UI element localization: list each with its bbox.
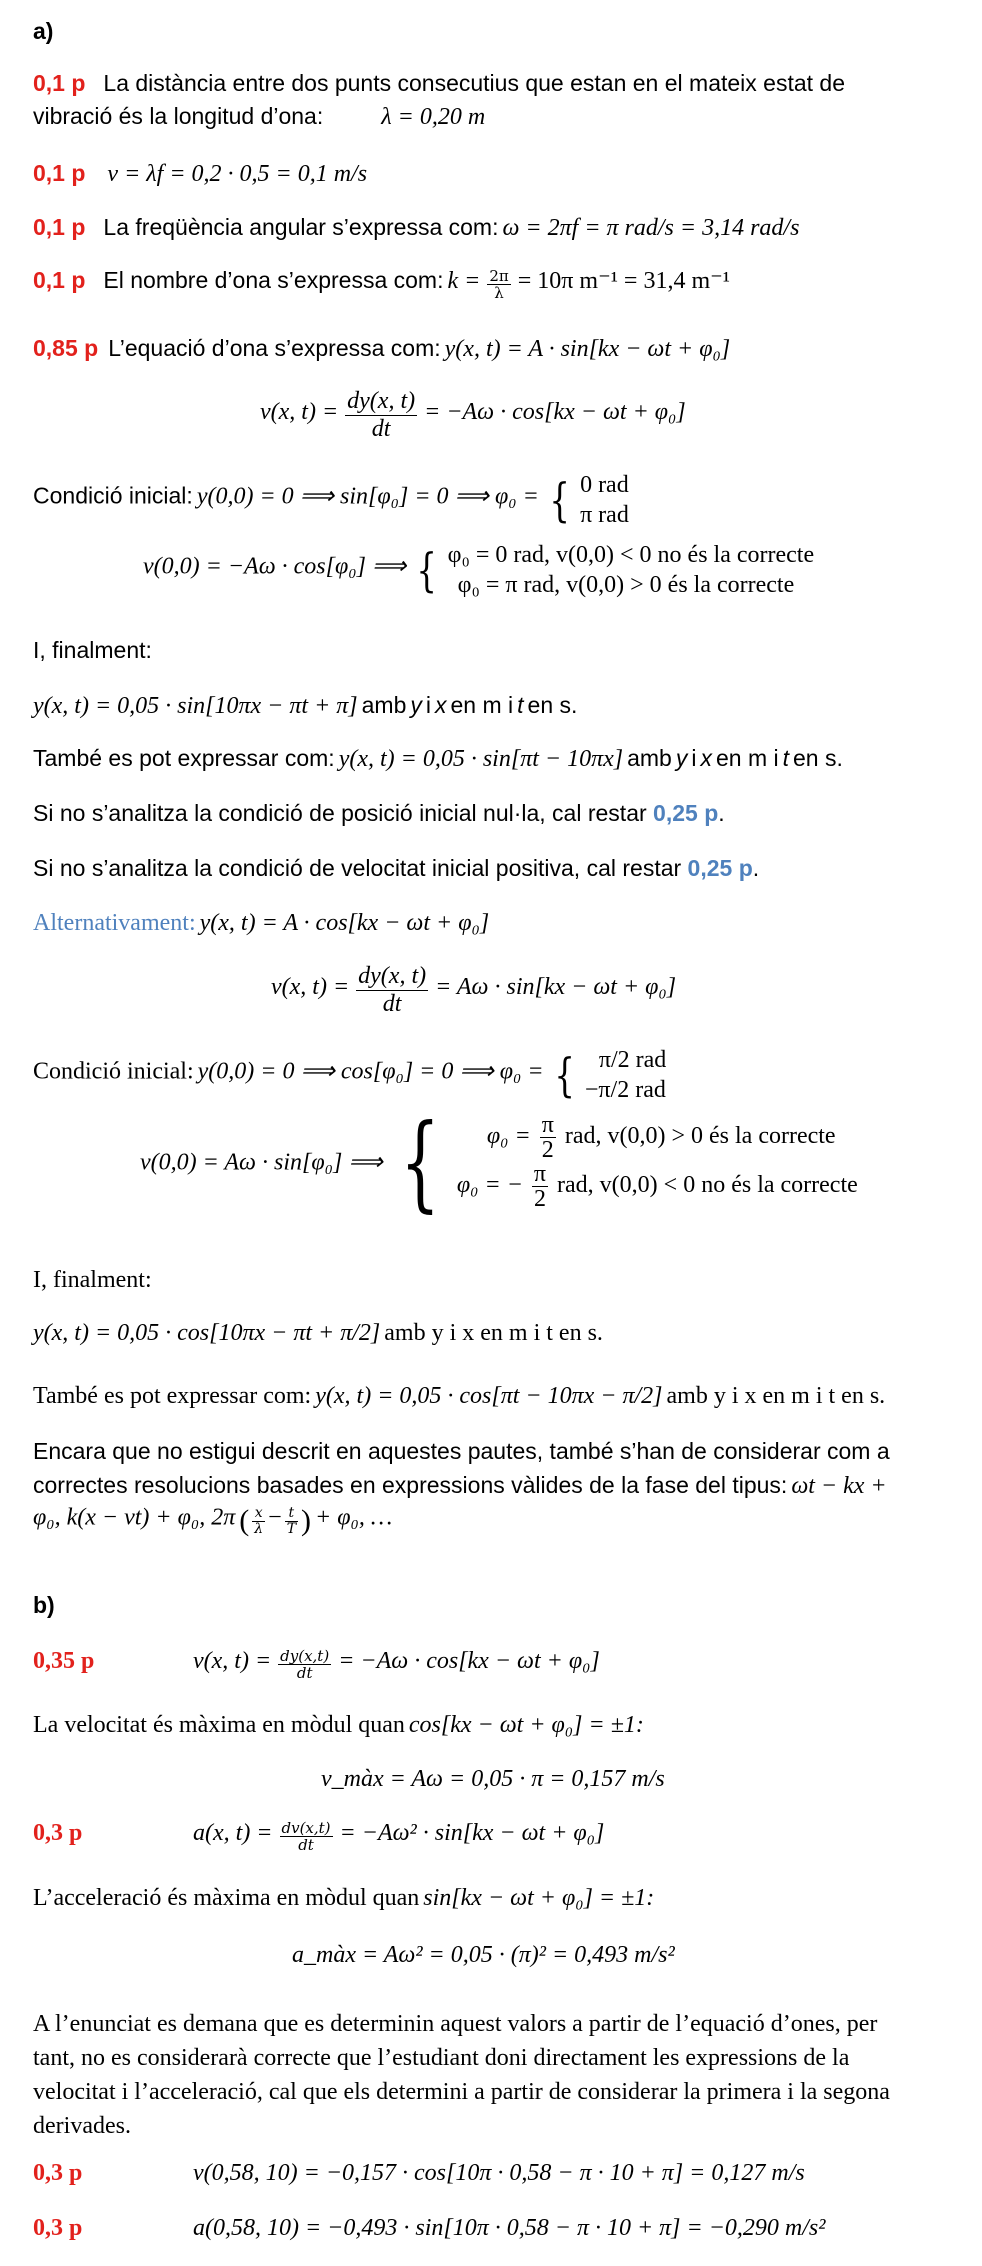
text: correctes resolucions basades en expressions vàlides de la fase del tipus: <box>33 1472 788 1498</box>
points-badge: 0,1 p <box>33 267 86 293</box>
velocity-equation <box>260 388 686 443</box>
alternative-result <box>33 745 843 773</box>
var: x <box>435 692 447 718</box>
brace: { <box>553 1048 575 1102</box>
denominator: dt <box>371 416 391 442</box>
item-acceleration-derivative <box>33 1820 604 1853</box>
denominator: λ <box>254 1520 264 1537</box>
case: 0 rad <box>580 472 629 498</box>
formula: y(x, t) = 0,05 · cos[10πx − πt + π/2] <box>33 1320 381 1346</box>
cases <box>448 540 815 600</box>
formula: y(0,0) = 0 ⟹ cos[φ₀] = 0 ⟹ φ₀ = <box>197 1058 544 1085</box>
rhs: = −Aω · cos[kx − ωt + φ₀] <box>338 1648 600 1675</box>
text: L’acceleració és màxima en mòdul quan <box>33 1885 420 1911</box>
case: π/2 rad <box>598 1047 667 1073</box>
points-badge: 0,3 p <box>33 2160 83 2186</box>
item-wave-equation <box>33 335 730 363</box>
denominator: λ <box>494 283 504 302</box>
points-badge: 0,1 p <box>33 70 86 96</box>
formula: y(x, t) = 0,05 · cos[πt − 10πx − π/2] <box>315 1383 663 1409</box>
velocity-condition <box>143 540 814 600</box>
item-text: L’equació d’ona s’expressa com: <box>108 335 441 361</box>
denominator: dt <box>298 1836 314 1854</box>
item-speed <box>33 160 367 188</box>
text: i <box>425 692 431 718</box>
brace: { <box>416 543 438 597</box>
formula: λ = 0,20 m <box>381 104 486 130</box>
numerator: x <box>252 1506 265 1522</box>
item-text: Condició inicial: <box>33 482 193 509</box>
denominator: dt <box>382 991 402 1017</box>
points-badge: 0,1 p <box>33 160 86 186</box>
lhs: v(x, t) = <box>260 399 339 426</box>
minus: − <box>268 1504 282 1531</box>
paragraph-line: A l’enunciat es demana que es determinin aquest valors a partir de l’equació d’ones, per <box>33 2011 878 2037</box>
var: t <box>782 745 789 771</box>
formula: = 10π m⁻¹ = 31,4 m⁻¹ <box>517 268 730 294</box>
text: amb y i x en m i t en s. <box>384 1320 603 1346</box>
text: φ₀ = − <box>456 1172 523 1199</box>
alt-also-result <box>33 1383 885 1410</box>
case <box>457 1162 858 1211</box>
item-text: La distància entre dos punts consecutius que estan en el mateix estat de <box>103 70 846 96</box>
formula: y(x, t) = 0,05 · sin[πt − 10πx] <box>338 746 624 772</box>
numerator: 2π <box>489 266 509 285</box>
text: També es pot expressar com: <box>33 1383 312 1409</box>
remark-line1: Encara que no estigui descrit en aquestes pautes, també s’han de considerar com a <box>33 1438 890 1464</box>
case: −π/2 rad <box>584 1077 666 1103</box>
case: π rad <box>580 502 629 528</box>
cases <box>457 1113 858 1211</box>
points-badge: 0,3 p <box>33 2215 83 2241</box>
text: Si no s’analitza la condició de posició inicial nul·la, cal restar <box>33 800 647 826</box>
item-angular-frequency <box>33 214 799 242</box>
text: També es pot expressar com: <box>33 745 335 771</box>
acceleration-max-condition <box>33 1885 654 1912</box>
fraction <box>356 963 428 1018</box>
text: en m i <box>450 692 514 718</box>
lhs: v(x, t) = <box>271 974 350 1001</box>
velocity-max-condition <box>33 1712 644 1739</box>
numerator: dv(x,t) <box>281 1819 331 1837</box>
text: Condició inicial: <box>33 1058 194 1085</box>
formula: y(0,0) = 0 ⟹ sin[φ₀] = 0 ⟹ φ₀ = <box>196 483 539 510</box>
var: x <box>700 745 712 771</box>
item-text: vibració és la longitud d’ona: <box>33 103 324 129</box>
rhs: = −Aω · cos[kx − ωt + φ₀] <box>424 399 686 426</box>
alt-result-equation <box>33 1320 603 1347</box>
fraction <box>532 1162 548 1211</box>
var: y <box>410 692 422 718</box>
denominator: T <box>286 1520 297 1537</box>
paragraph-line: tant, no es considerarà correcte que l’estudiant doni directament les expressions de la <box>33 2045 850 2071</box>
item-wavelength-line2 <box>33 103 485 131</box>
formula: y(x, t) = A · sin[kx − ωt + φ₀] <box>444 336 731 362</box>
text: La velocitat és màxima en mòdul quan <box>33 1712 405 1738</box>
alt-initial-condition <box>33 1045 666 1105</box>
brace: { <box>399 1101 440 1223</box>
case <box>457 1113 858 1162</box>
points-badge: 0,1 p <box>33 214 86 240</box>
points-badge: 0,85 p <box>33 335 99 361</box>
var: t <box>517 692 524 718</box>
acceleration-max-result: a_màx = Aω² = 0,05 · (π)² = 0,493 m/s² <box>292 1942 675 1968</box>
paren: ( <box>239 1504 250 1537</box>
item-velocity-derivative <box>33 1648 600 1681</box>
text: . <box>752 855 760 881</box>
label: Alternativament: <box>33 910 196 936</box>
penalty-note <box>33 855 759 882</box>
formula: v = λf = 0,2 · 0,5 = 0,1 m/s <box>107 161 368 187</box>
points-badge: 0,25 p <box>653 800 719 826</box>
alt-finally-label: I, finalment: <box>33 1267 152 1293</box>
formula: v(0,58, 10) = −0,157 · cos[10π · 0,58 − π · 10 + π] = 0,127 m/s <box>193 2160 805 2186</box>
text: amb <box>361 692 407 718</box>
lhs: v(0,0) = −Aω · cos[φ₀] ⟹ <box>143 553 407 580</box>
item-text: La freqüència angular s’expressa com: <box>103 214 499 240</box>
text: en s. <box>527 692 578 718</box>
denominator: dt <box>296 1664 313 1682</box>
case: φ₀ = 0 rad, v(0,0) < 0 no és la correcte <box>447 542 815 568</box>
formula-k: k = <box>447 268 481 294</box>
formula: sin[kx − ωt + φ₀] = ±1: <box>423 1885 655 1911</box>
points-badge: 0,3 p <box>33 1820 83 1847</box>
text: en s. <box>793 745 843 771</box>
text: . <box>718 800 725 826</box>
text: amb y i x en m i t en s. <box>666 1383 886 1409</box>
brace: { <box>549 473 570 527</box>
text: amb <box>627 745 672 771</box>
points-badge: 0,35 p <box>33 1648 95 1675</box>
numerator: t <box>285 1506 298 1522</box>
paragraph-line: velocitat i l’acceleració, cal que els determini a partir de considerar la primera i la segona <box>33 2079 890 2105</box>
formula: cos[kx − ωt + φ₀] = ±1: <box>408 1712 644 1738</box>
remark-line2 <box>33 1472 887 1500</box>
rhs: = −Aω² · sin[kx − ωt + φ₀] <box>339 1820 605 1847</box>
lhs: a(x, t) = <box>193 1820 273 1847</box>
lhs: v(x, t) = <box>193 1648 272 1675</box>
numerator: π <box>533 1161 547 1187</box>
paragraph-line: derivades. <box>33 2113 131 2139</box>
penalty-note <box>33 800 725 827</box>
formula: ωt − kx + <box>791 1473 887 1499</box>
fraction <box>280 1820 333 1853</box>
fraction <box>285 1506 298 1537</box>
alternative-intro <box>33 910 489 937</box>
lhs: v(0,0) = Aω · sin[φ₀] ⟹ <box>140 1149 383 1176</box>
fraction <box>278 1648 331 1681</box>
item-wavenumber <box>33 266 730 301</box>
text: φ₀ = <box>486 1123 531 1150</box>
fraction <box>540 1113 556 1162</box>
text: rad, v(0,0) < 0 no és la correcte <box>557 1172 858 1199</box>
initial-condition <box>33 470 629 530</box>
item-text: El nombre d’ona s’expressa com: <box>103 267 444 293</box>
text: en m i <box>715 745 779 771</box>
result-equation <box>33 692 577 720</box>
denominator: 2 <box>533 1186 546 1212</box>
item-wavelength <box>33 70 845 97</box>
section-b-heading: b) <box>33 1592 55 1618</box>
formula: y(x, t) = 0,05 · sin[10πx − πt + π] <box>33 693 358 719</box>
fraction <box>252 1506 265 1537</box>
case: φ₀ = π rad, v(0,0) > 0 és la correcte <box>457 572 795 598</box>
remark-line3 <box>33 1504 392 1538</box>
numerator: dy(x, t) <box>358 963 427 989</box>
item-velocity-value <box>33 2160 805 2187</box>
finally-label: I, finalment: <box>33 637 152 663</box>
formula: + φ₀, … <box>315 1504 393 1531</box>
fraction <box>345 388 417 443</box>
velocity-max-result: v_màx = Aω = 0,05 · π = 0,157 m/s <box>321 1766 665 1792</box>
numerator: dy(x, t) <box>347 388 416 414</box>
formula: a(0,58, 10) = −0,493 · sin[10π · 0,58 − π · 10 + π] = −0,290 m/s² <box>193 2215 826 2241</box>
alt-velocity-equation <box>271 963 676 1018</box>
denominator: 2 <box>541 1137 554 1163</box>
numerator: π <box>541 1112 554 1138</box>
text: rad, v(0,0) > 0 és la correcte <box>564 1123 836 1150</box>
item-acceleration-value <box>33 2215 825 2242</box>
points-badge: 0,25 p <box>687 855 753 881</box>
formula: y(x, t) = A · cos[kx − ωt + φ₀] <box>199 910 490 936</box>
numerator: dy(x,t) <box>280 1647 330 1665</box>
fraction <box>487 268 510 301</box>
formula: φ₀, k(x − vt) + φ₀, 2π <box>33 1504 236 1531</box>
cases <box>585 1045 666 1105</box>
text: i <box>691 745 697 771</box>
alt-velocity-condition <box>140 1101 858 1223</box>
formula: ω = 2πf = π rad/s = 3,14 rad/s <box>502 215 800 241</box>
paren: ) <box>301 1504 312 1537</box>
rhs: = Aω · sin[kx − ωt + φ₀] <box>435 974 677 1001</box>
var: y <box>675 745 688 771</box>
cases <box>580 470 629 530</box>
explanation-paragraph <box>33 2007 963 2143</box>
text: Si no s’analitza la condició de velocitat inicial positiva, cal restar <box>33 855 682 881</box>
section-a-heading: a) <box>33 18 54 44</box>
